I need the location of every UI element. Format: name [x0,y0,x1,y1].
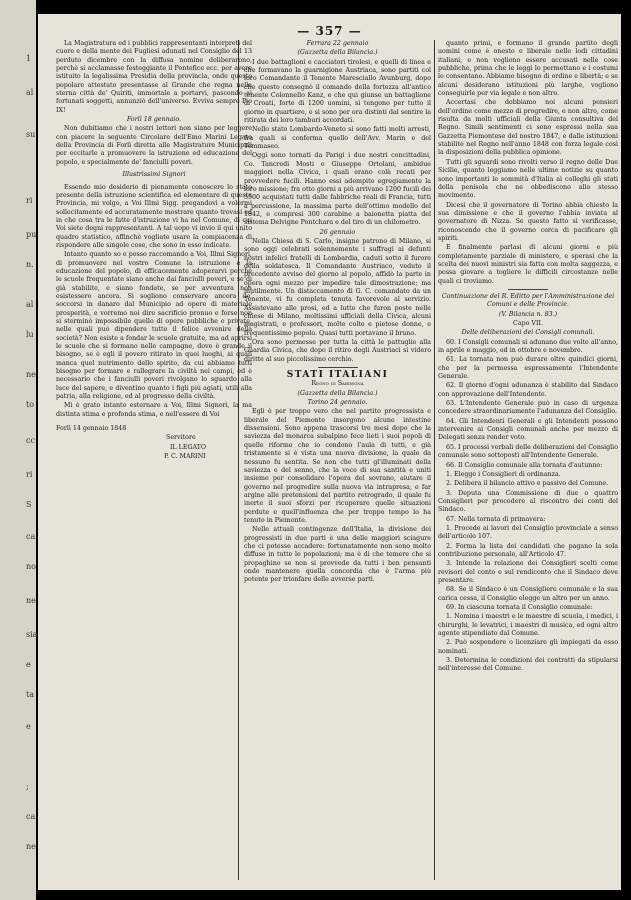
article-item: 1. Procede ai lavori del Consiglio provinciale a senso dell'articolo 107. [438,524,618,541]
capo-heading: Capo VII. [513,320,543,327]
gutter-fragment: 1 [26,54,32,63]
paragraph: Tutti gli sguardi sono rivolti verso il regno delle Due Sicilie, quanto leggiamo nelle ultime notizie su quanto sono importanti le sommità d'Italia ai colleghi gli stati della penisola che ne obbediscono allo stesso movimento. [438,158,618,200]
article-item: 63. L'Intendente Generale può in caso di urgenza concedere straordinariamente l'adunanza del Consiglio. [438,400,618,416]
dateline: 26 gennaio [319,228,356,236]
paragraph: Non dubitiamo che i nostri lettori non siano per leggere con piacere la seguente Circolare dell'Emo Marini Legato della Provincia di Forlì diretta alle Magistrature Municipali per eccitarle a promuovere la istruzione ed educazione del popolo, e specialmente de' fanciulli poveri. [56,125,252,166]
article-item: 2. Forma la lista dei candidati che pagano la sola contribuzione personale, all'Articolo 47. [438,542,618,558]
closing-date: Forlì 14 gennaio 1848 [56,425,127,433]
section-heading: STATI ITALIANI [286,370,389,381]
paragraph: Essendo mio desiderio di pienamente conoscere lo stato presente della istruzione scientifica ed elementare di questa Provincia, mi volgo, a Voi Illmi Sigg. pregandovi a volermi sollecitamente ed accuratamente mostrare quanto trovasi ed in che cosa tra le fatte d'istruzione vi ha nel Comune, di cui Voi siete degni rappresentanti. A tal uopo vi invio il qui unito quadro statistico, affinchè vogliate usare la compiacenza di rispondere alle singole cose, che sono in esso indicate. [56,183,252,249]
article-item: 60. I Consigli comunali si adunano due volte all'anno, in aprile e maggio, ed in ottobre e novembre. [438,338,618,355]
gutter-fragment: ca [26,812,36,821]
gutter-fragment: to [26,400,35,409]
column-left [56,40,252,888]
gutter-fragment: pu [26,230,37,239]
gutter-fragment: n. [26,260,34,269]
paragraph: Nella Chiesa di S. Carlo, insigne patrono di Milano, si sono oggi celebrati solennemente i suffragi ai defunti nostri infelici fratelli di Lombardia, caduti sotto il furore della soldatesca. Il Comandante Austriaco, veduto il precedente avviso del giorno al popolo, affidò la parte in opera ogni mezzo per impedire tale dimostrazione; ma inutilmente. Un distaccamento di G. C. comandato da un Tenente, vi fu completa tenuta favorevole al servizio. Assistevano alle prosi, ed a lutto che furon poste nelle chiese di Milano, moltissimi ufficiali della Civica, alcuni magistrati, e professori, molte colte e pietose donne, e frequentissimo popolo. Quasi tutti portavano il bruno. [244,237,431,337]
capo-subheading: Delle deliberazioni dei Consigli comunali. [461,329,595,337]
paragraph: Ora sono permesse per tutta la città le pattuglie alla Guardia Civica, che dopo il ritiro degli Austriaci si videro diritte al suo piccolissimo cerchio. [244,339,431,363]
salutation: Illustrissimi Signori [122,171,186,179]
gutter-fragment: lu [26,330,34,339]
column-right [438,40,618,888]
article-item: 64. Gli Intendenti Generali e gli Intendenti possono intervenire ai Consigli comunali anche per mezzo di Delegati senza render voto. [438,417,618,442]
gutter-fragment: sia [26,630,38,639]
paragraph: Oggi sono tornati da Parigi i due nostri concittadini, Co. Tancredi Mosti e Giuseppe Ortolani, ambidue maggiori nella Civica, i quali erano colà recati per provvedere fucili. Hanno essi adempito egregiamente la loro missione; fra otto giorni a più arrivano 1200 fucili dei 3500 acquistati tutti dalle fabbriche reali di Francia, tutti a percussione, la massima parte dell'ottimo modello del 1842, e compresi 300 carabine a baionetta piatta del sistema Delvigne Pontchara e del tiro di un chilometro. [244,152,431,227]
gutter-fragment: S [26,500,32,509]
gutter-fragment: al [26,88,34,97]
gutter-fragment: ne [26,370,36,379]
paragraph: E finalmente parlasi di alcuni giorni e più completamente parziale di ministero, e sperasi che la scelta dei nuovi ministri sia fatta con molta saggezza, e possa giovare a togliere le difficili circostanze nelle quali ci troviamo. [438,244,618,285]
gutter-fragment: al [26,300,34,309]
gutter-fragment: e [26,660,31,669]
source-citation: (Gazzetta della Bilancia.) [297,49,378,57]
separator [508,289,548,290]
article-item: 66. Il Consiglio comunale alla tornata d'autunno: [446,461,603,469]
paragraph: quanto primi, e formano il grande partito degli uomini come è onesto e liberale nelle lodi cittadini italiani, e non vogliono essere accusati nelle cose pubbliche, prima che le leggi lo permettano e i costumi lo consentano. Abbiamo bisogno di ordine e libertà; e se alcuni desiderano istituzioni più larghe, vogliono conseguirle per via legale e non altro. [438,40,618,98]
legato-label: IL LEGATO [170,443,207,451]
intro-paragraph: La Magistratura ed i pubblici rappresentanti interpreti del cuore e della mente dei Fugliesi adunati nel Consiglio del 13 perduto dicembre con la diffusa nomine deliberarono, perchè si acclamasse festeggiante il Pontefice ecc. per avere istituito la legalissima Presidia della provincia, onde questo popolare attestato presentasse al Grande che regna nella sterna città de' Quiriti, immortale a portarvi, pascendo ai fortunati soggetti, annunziò dell'universo. Evviva sempre Pio IX! [56,40,252,114]
gutter-fragment: su [26,130,36,139]
article-item: 1. Elegge i Consiglieri di ordinanza. [446,470,561,478]
paragraph: Dicesi che il governatore di Torino abbia chiesto la sua dimissione e che il governo l'abbia inviata al governatore di Nizza. Se questo fatto si verificasse, riconoscendo che il governo cerca di pacificare gli spiriti. [438,201,618,242]
signature: P. C. MARINI [164,453,206,461]
newspaper-page [38,14,621,890]
article-item: 65. I processi verbali delle deliberazioni del Consiglio comunale sono sottoposti all'Intendente Generale. [438,443,618,460]
article-list [438,339,618,674]
paragraph: Intanto quanto so e posso raccomando a Voi, Illmi Signori, di promuovere nel vostro Comune la istruzione e la educazione del popolo, di efficacemente adoperarvi perchè le scuole frequentate siano anche dai fanciulli poveri, e se di già stabilite, e siano fondate, se per avventura non esistessero ancora. Si sogliono conservare ancora de' soccorsi in danaro dal Municipio ad opere di materiale prosperità, e vorremo noi dire sacrificio pronuo e forse non si sterminò impossibile quello di opere pubbliche e private, nelle quali può dipendere tutto il felice avvenire della società? Non esiste a fondar le scuole gratuite, ma ad aprirsi le scuole che si formano nelle campagne, dove è grande il bisogno, se è egli il povero ritirato in quei luoghi, ai quali manca quel nutrimento dello spirito, da cui abbiamo tutti bisogno per formare e rallegrare la civiltà nei campi, ed è necessario che i fanciulli poveri rivolgano lo sguardo alla luce del sapere, e diventino quanto i figli più agiati, utili alla patria, alla religione, ed al progresso della civiltà. [56,251,252,401]
article-item: 2. Delibera il bilancio attivo e passivo del Comune. [446,480,609,488]
column-middle [244,40,431,888]
adjacent-page-margin [0,0,36,900]
gutter-fragment: ri [26,470,33,479]
kingdom-heading: Regno di Sardegna [311,380,364,388]
paragraph: Accertasi che dobbiamo noi alcuni pensieri dell'ordine come mezzo di progredire, e non altro, come risulta da molti ufficiali della Giunta consultiva del Regno. Simili sentimenti ci sono espressi nella sua Gazzetta Piemontese del nostro 1847, e dalle istituzioni stabilite nel Regno nell'anno 1848 con forza legale così la disposizioni della pubblica opinione. [438,99,618,157]
article-item: 68. Se il Sindaco è un Consigliere comunale e la sua carica cessa, il Consiglio elegge un altro per un anno. [438,586,618,602]
gutter-fragment: ; [26,782,29,791]
gutter-fragment: ri [26,196,33,205]
paragraph: Nelle attuali contingenze dell'Italia, la divisione dei progressisti in due parti è una delle maggiori sciagure che ci potesse accadere: fortunatamente non sono molto diffuse in tutte le popolazioni; ma è di che temere che si propaghino se non si provvede da tutti i ben pensanti onde mantenere quella concordia che è l'arma più potente per trionfare delle avverse parti. [244,526,431,584]
source-citation: (Gazzetta della Bilancia.) [297,389,378,397]
article-item: 2. Può sospendere o licenziare gli impiegati da esso nominati. [438,639,618,655]
source-citation: (V. Bilancia n. 83.) [498,310,558,318]
article-item: 3. Intende la relazione dei Consiglieri scelti come revisori del conto e sul rendiconto che il Sindaco deve presentare. [438,560,618,584]
gutter-fragment: no [26,562,36,571]
gutter-fragment: ne [26,596,36,605]
dateline-ferrara: Ferrara 22 gennaio [306,40,369,47]
gutter-fragment: ca [26,532,36,541]
column-rule [434,40,435,880]
editto-title: Continuazione del R. Editto per l'Amministrazione dei Comuni e delle Provincie. [441,292,615,309]
article-item: 1. Nomina i maestri e le maestre di scuola, i medici, i chirurghi, le levatrici, i maestri di musica, ed ogni altro agente stipendiato dal Comune. [438,613,618,638]
article-item: 69. In ciascuna tornata il Consiglio comunale: [446,604,593,611]
separator [318,367,358,368]
paragraph: Egli è per troppo vero che nel partito progressista e liberale del Piemonte insorgono alcune intestine dissensioni. Sono appena trascorsi tre mesi dopo che la saviezza del monarca subalpino fece lieti i suoi popoli di quelle riforme che io condono l'aula di tutti, e già tristamente si è vista una nuova divisione, la quale da nessuno fu sentita. Se non che tutti gl'illuminati della saviezza e del senno, che la voce di sua santità e uniti insieme per consolidare l'opera del sovrano, aiutare il governo nel progredire sulla nuova via intrapresa, e far argine alle pretensioni del partito retrogrado, il quale fu inerte il suoi sforzi per ricuperare quelle situazioni perdute e quell'influenza che per troppo tempo lo ha tenuto in Piemonte. [244,408,431,524]
paragraph: I due battaglioni e cacciatori tirolesi, e quelli di linea e che formavano la guarnigione Austriaca, sono partiti col loro Comandante il Tenente Maresciallo Avunburg, dopo che questo consegnò il comando della fortezza all'antico tenente Colonnello Kanz, e che qui giunse un battaglione di Croati, forte di 1200 uomini, si tengono per tutto il giorno in quartiere, e si sono per ora distinti dal sentire la ritirata dei loro tamburi accordati. [244,58,431,125]
gutter-fragment: ne [26,842,36,851]
page-number: — 357 — [297,24,362,38]
servitore-label: Servitore [166,434,196,442]
dateline-forli: Forlì 18 gennaio. [126,116,182,124]
paragraph: Nello stato Lombardo-Veneto si sono fatti molti arresti, fra quali si conferma quello dell'Avv. Marin e del Tommaseo. [244,126,431,151]
article-item: 62. Il giorno d'ogni adunanza è stabilito dal Sindaco con approvazione dell'Intendente. [438,382,618,398]
gutter-fragment: e [26,722,31,731]
article-item: 67. Nella tornata di primavera: [446,515,546,523]
paragraph: Mi è grato intanto esternare a Voi, Illmi Signori, la ma distinta stima e profonda stima, e nell'essere di Voi [56,402,252,418]
article-item: 3. Determina le condizioni dei contratti da stipularsi nell'interesse del Comune. [438,657,618,673]
article-item: 3. Deputa una Commissione di due o quattro Consiglieri per procedere al riscontro dei conti del Sindaco. [438,489,618,514]
gutter-fragment: ta [26,690,34,699]
gutter-fragment: cc [26,436,35,445]
article-item: 61. La tornata non può durare oltre quindici giorni, che per la permessa espressamente l'Intendente Generale. [438,356,618,381]
dateline-torino: Torino 24 gennaio. [307,399,368,407]
